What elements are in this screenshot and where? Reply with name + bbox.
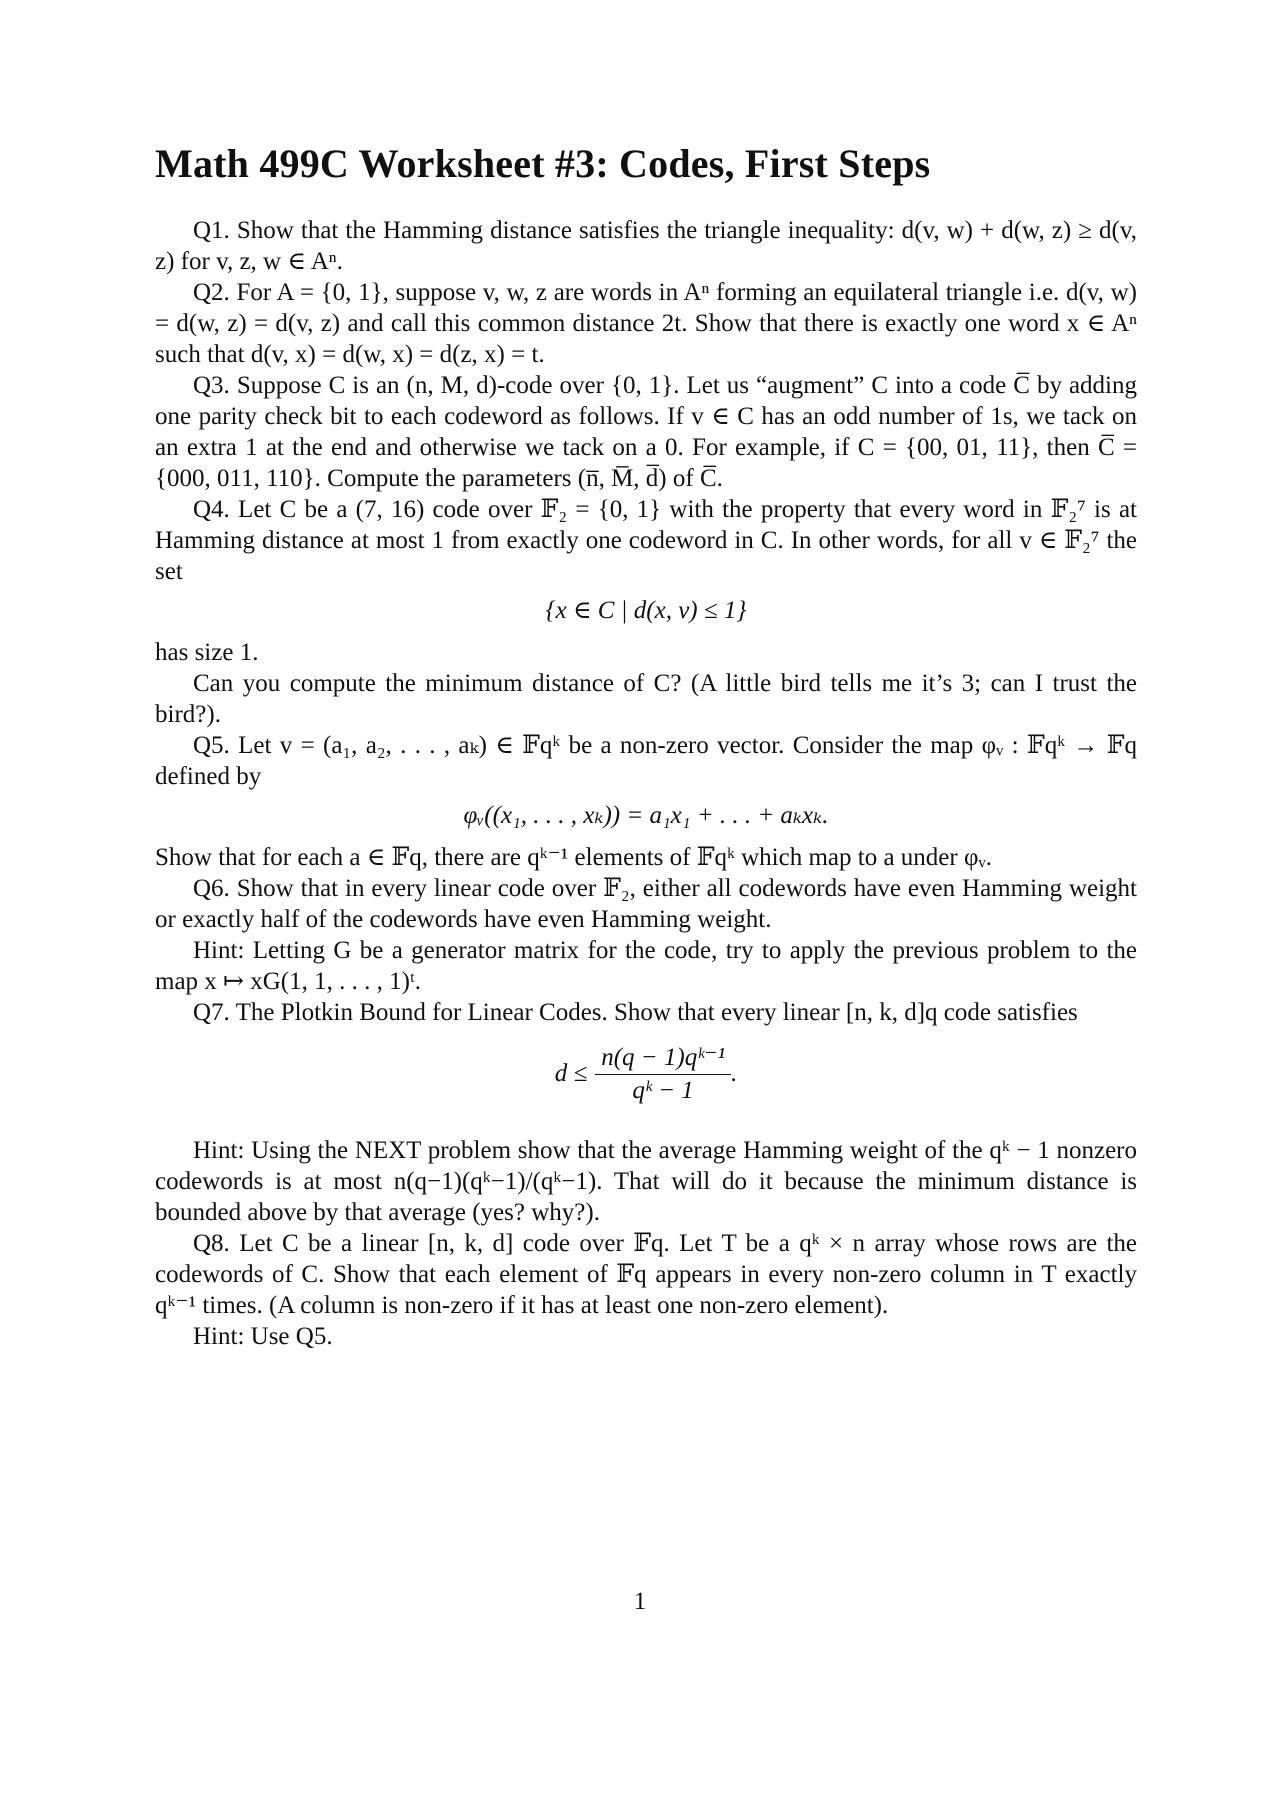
question-4-set-equation: {x ∈ C | d(x, v) ≤ 1} xyxy=(545,597,747,624)
question-7-hint: Hint: Using the NEXT problem show that the average Hamming weight of the qᵏ − 1 nonzero codewords is at most n(q−1)(qᵏ−1)/(qᵏ−1). That will do it because the minimum distance is bounded above by that average (yes? why?). xyxy=(155,1137,1137,1226)
worksheet-page xyxy=(155,140,1137,1352)
question-5: Q5. Let v = (a₁, a₂, . . . , aₖ) ∈ 𝔽qᵏ be a non-zero vector. Consider the map φᵥ : 𝔽qᵏ → 𝔽q defined by xyxy=(155,732,1137,790)
question-5-after: Show that for each a ∈ 𝔽q, there are qᵏ⁻¹ elements of 𝔽qᵏ which map to a under φᵥ. xyxy=(155,844,992,871)
question-5-equation: φᵥ((x₁, . . . , xₖ)) = a₁x₁ + . . . + aₖxₖ. xyxy=(463,802,829,829)
page-title: Math 499C Worksheet #3: Codes, First Steps xyxy=(155,141,931,186)
question-1: Q1. Show that the Hamming distance satisfies the triangle inequality: d(v, w) + d(w, z) ≥ d(v, z) for v, z, w ∈ Aⁿ. xyxy=(155,217,1137,275)
plotkin-lhs: d ≤ xyxy=(554,1059,588,1087)
plotkin-bound-equation xyxy=(155,1042,1137,1105)
page-number: 1 xyxy=(633,1588,647,1615)
question-6-hint: Hint: Letting G be a generator matrix for the code, try to apply the previous problem to the map x ↦ xG(1, 1, . . . , 1)ᵗ. xyxy=(155,937,1137,995)
question-2: Q2. For A = {0, 1}, suppose v, w, z are words in Aⁿ forming an equilateral triangle i.e. d(v, w) = d(w, z) = d(v, z) and call this common distance 2t. Show that there is exactly one word x ∈ Aⁿ such that d(v, x) = d(w, x) = d(z, x) = t. xyxy=(155,279,1137,368)
question-4-after: has size 1. xyxy=(155,639,259,666)
question-7: Q7. The Plotkin Bound for Linear Codes. Show that every linear [n, k, d]q code satisfies xyxy=(193,999,1078,1026)
question-3: Q3. Suppose C is an (n, M, d)-code over {0, 1}. Let us “augment” C into a code C̅ by adding one parity check bit to each codeword as follows. If v ∈ C has an odd number of 1s, we tack on an extra 1 at the end and otherwise we tack on a 0. For example, if C = {00, 01, 11}, then C̅ = {000, 011, 110}. Compute the parameters (n̅, M̅, d̅) of C̅. xyxy=(155,372,1137,492)
question-8: Q8. Let C be a linear [n, k, d] code over 𝔽q. Let T be a qᵏ × n array whose rows are the codewords of C. Show that each element of 𝔽q appears in every non-zero column in T exactly qᵏ⁻¹ times. (A column is non-zero if it has at least one non-zero element). xyxy=(155,1230,1137,1319)
question-4-bird: Can you compute the minimum distance of C? (A little bird tells me it’s 3; can I trust the bird?). xyxy=(155,670,1137,728)
question-6: Q6. Show that in every linear code over 𝔽₂, either all codewords have even Hamming weight or exactly half of the codewords have even Hamming weight. xyxy=(155,875,1137,933)
question-8-hint: Hint: Use Q5. xyxy=(193,1323,333,1350)
plotkin-fraction xyxy=(595,1042,731,1105)
plotkin-period: . xyxy=(730,1059,738,1087)
plotkin-numerator: n(q − 1)qᵏ⁻¹ xyxy=(595,1042,731,1075)
plotkin-denominator: qᵏ − 1 xyxy=(632,1077,694,1104)
question-4: Q4. Let C be a (7, 16) code over 𝔽₂ = {0, 1} with the property that every word in 𝔽₂⁷ is at Hamming distance at most 1 from exactly one codeword in C. In other words, for all v ∈ 𝔽₂⁷ the set xyxy=(155,496,1137,585)
